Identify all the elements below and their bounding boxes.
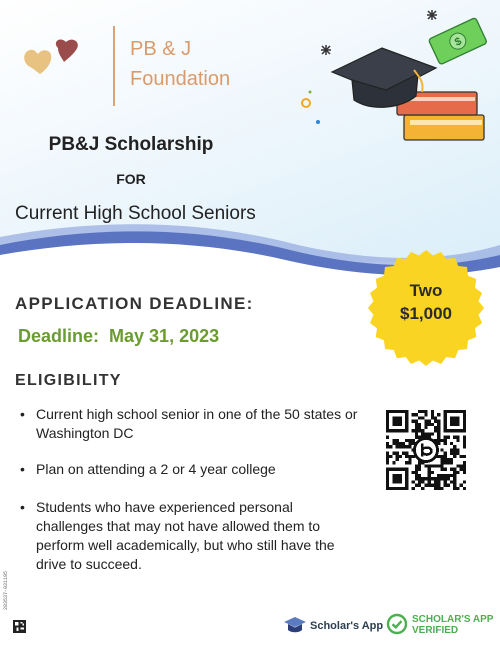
eligibility-item: • Current high school senior in one of the 50 states or Washington DC — [20, 405, 360, 443]
logo-name: PB & J — [130, 38, 192, 60]
scholars-app-logo-icon — [283, 615, 307, 635]
logo-subtitle: Foundation — [130, 68, 231, 90]
deadline-text — [18, 326, 219, 347]
deadline-label: Deadline: — [18, 326, 100, 346]
scholars-app-name: Scholar's App — [310, 620, 384, 632]
eligibility-list — [20, 405, 360, 574]
peanut-jelly-logo-icon — [18, 30, 98, 85]
verified-line-2: VERIFIED — [412, 625, 459, 636]
deadline-heading: APPLICATION DEADLINE: — [15, 294, 254, 313]
document-code: 283537-031195 — [3, 570, 9, 610]
logo-divider — [113, 26, 115, 106]
mini-qr-code-icon — [13, 620, 26, 633]
audience-text: Current High School Seniors — [15, 203, 256, 224]
svg-text:$: $ — [452, 35, 464, 49]
verified-check-icon — [386, 613, 408, 635]
for-label: FOR — [116, 171, 146, 187]
eligibility-heading: ELIGIBILITY — [15, 372, 122, 389]
verified-line-1: SCHOLAR'S APP — [412, 614, 494, 625]
award-amount — [366, 280, 486, 326]
graduation-cap-illustration-icon — [292, 0, 500, 160]
qr-code-icon[interactable] — [386, 410, 466, 490]
eligibility-item: • Plan on attending a 2 or 4 year college — [20, 460, 360, 479]
eligibility-item: • Students who have experienced personal challenges that may not have allowed them to perform well academically, but who still have the drive to succeed. — [20, 498, 360, 574]
award-count: Two — [409, 281, 443, 300]
page-title: PB&J Scholarship — [48, 134, 214, 155]
verified-badge-text — [412, 614, 493, 636]
award-value: $1,000 — [400, 303, 452, 323]
deadline-date: May 31, 2023 — [109, 326, 220, 346]
